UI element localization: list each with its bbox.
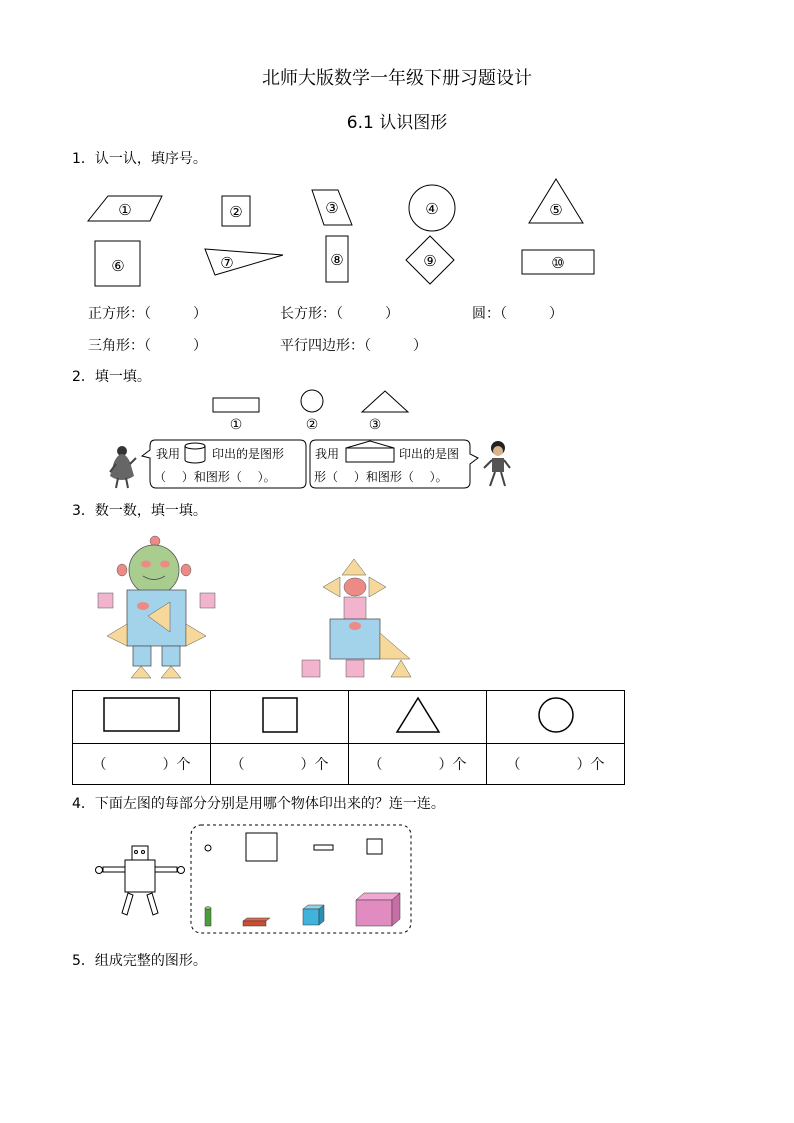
shape-5-number: ⑤ [549,201,563,219]
square-icon [260,695,300,735]
q2-shape-2-circle [301,390,323,412]
outline-robot [96,846,185,915]
q2-number-2: ② [305,417,319,433]
question-3-label: 3．数一数，填一填。 [72,503,207,519]
rectangle-icon [102,695,182,735]
cell-triangle [349,691,487,744]
shape-8-number: ⑧ [330,251,344,269]
bubble2-line2: 形（ ）和图形（ ）。 [314,470,448,484]
bubble2-text-a: 我用 [315,447,340,461]
count-table-shape-row [73,691,625,744]
answer-circle-count[interactable]: （ ）个 [487,744,625,785]
q2-number-1: ① [229,417,243,433]
q3-robots-figure [90,528,430,683]
shape-10-number: ⑩ [551,254,565,272]
question-2-label: 2．填一填。 [72,369,151,385]
imprint-shapes [205,833,382,861]
blank-circle[interactable]: 圆：（ ） [472,306,563,322]
bubble1-line2: （ ）和图形（ ）。 [154,470,276,484]
big-cube-object [356,893,400,926]
count-table [72,690,625,785]
shape-1-number: ① [118,201,132,219]
q4-figure [90,820,420,940]
cell-circle [487,691,625,744]
answer-rectangle-count[interactable]: （ ）个 [73,744,211,785]
answer-triangle-count[interactable]: （ ）个 [349,744,487,785]
blank-rectangle[interactable]: 长方形：（ ） [280,306,399,322]
shape-3-number: ③ [325,199,339,217]
section-title: 6.1 认识图形 [346,113,448,133]
cube-object [303,905,324,925]
bubble1-text-b: 印出的是图形 [212,447,285,461]
bubble2-text-b: 印出的是图 [399,447,460,461]
cylinder-object [205,907,211,926]
shape-7-triangle [205,249,283,275]
page-title: 北师大版数学一年级下册习题设计 [262,68,532,89]
q1-shapes-figure [80,175,620,295]
question-5-label: 5．组成完整的图形。 [72,953,207,969]
q2-shape-3-triangle [362,391,408,412]
shape-9-number: ⑨ [423,252,437,270]
count-table-answer-row [73,744,625,785]
shape-4-number: ④ [425,200,439,218]
shape-7-number: ⑦ [220,254,234,272]
robot-2 [302,559,411,677]
q2-shape-1-rectangle [213,398,259,412]
flat-cuboid-object [243,918,270,926]
blank-square[interactable]: 正方形：（ ） [88,306,207,322]
cell-rectangle [73,691,211,744]
robot-1 [98,536,215,678]
q2-figure [100,388,520,496]
boy-icon [484,441,510,486]
blank-triangle[interactable]: 三角形：（ ） [88,338,207,354]
blank-parallelogram[interactable]: 平行四边形：（ ） [280,338,427,354]
question-4-label: 4．下面左图的每部分分别是用哪个物体印出来的？连一连。 [72,796,445,812]
cell-square [211,691,349,744]
girl-icon [110,446,136,488]
triangle-icon [395,695,441,735]
bubble1-text-a: 我用 [156,447,181,461]
circle-icon [536,695,576,735]
answer-square-count[interactable]: （ ）个 [211,744,349,785]
shape-6-number: ⑥ [111,257,125,275]
q2-number-3: ③ [368,417,382,433]
question-1-label: 1．认一认，填序号。 [72,151,207,167]
shape-2-number: ② [229,203,243,221]
